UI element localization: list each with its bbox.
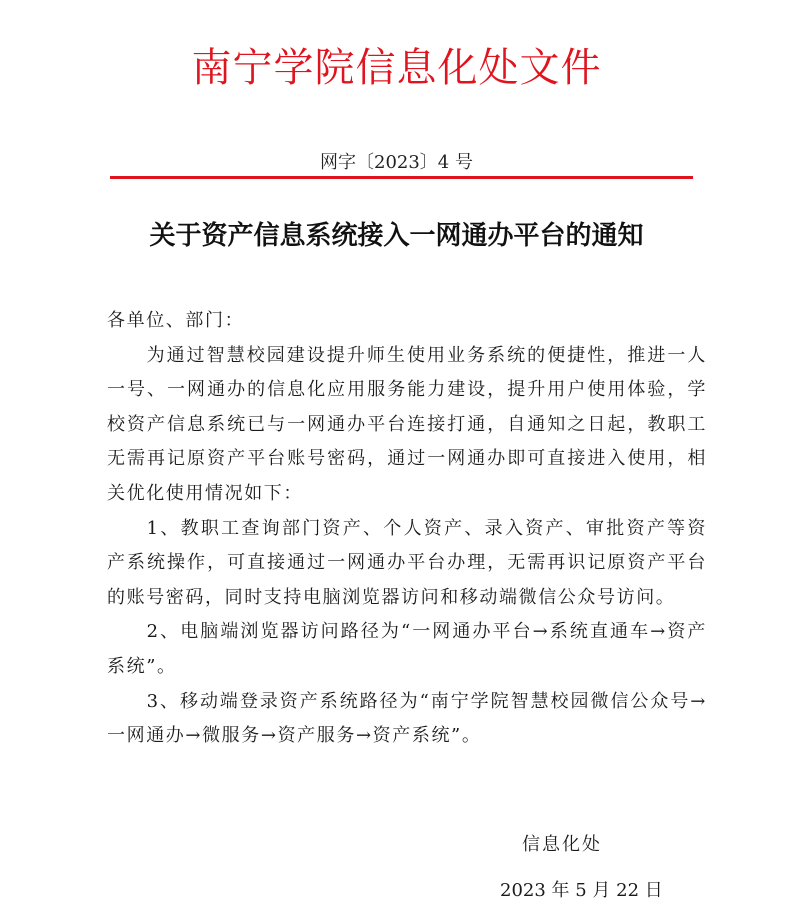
document-header-title: 南宁学院信息化处文件 [191, 45, 602, 91]
list-item-3: 3、移动端登录资产系统路径为“南宁学院智慧校园微信公众号→一网通办→微服务→资产服务→资产系统”。 [107, 690, 707, 747]
red-divider [110, 176, 693, 179]
notice-body [107, 304, 707, 754]
list-item-2: 2、电脑端浏览器访问路径为“一网通办平台→系统直通车→资产系统”。 [107, 621, 707, 677]
list-item-1: 1、教职工查询部门资产、个人资产、录入资产、审批资产等资产系统操作，可直接通过一网通办平台办理，无需再识记原资产平台的账号密码，同时支持电脑浏览器访问和移动端微信公众号访问。 [107, 517, 707, 608]
issue-date: 2023 年 5 月 22 日 [500, 880, 663, 901]
issuer-signature: 信息化处 [522, 834, 602, 855]
salutation: 各单位、部门： [107, 310, 245, 331]
document-number: 网字〔2023〕4 号 [320, 152, 473, 173]
notice-title: 关于资产信息系统接入一网通办平台的通知 [149, 221, 644, 251]
intro-paragraph: 为通过智慧校园建设提升师生使用业务系统的便捷性，推进一人一号、一网通办的信息化应用服务能力建设，提升用户使用体验，学校资产信息系统已与一网通办平台连接打通，自通知之日起，教职工无需再记原资产平台账号密码，通过一网通办即可直接进入使用，相关优化使用情况如下： [107, 344, 707, 504]
